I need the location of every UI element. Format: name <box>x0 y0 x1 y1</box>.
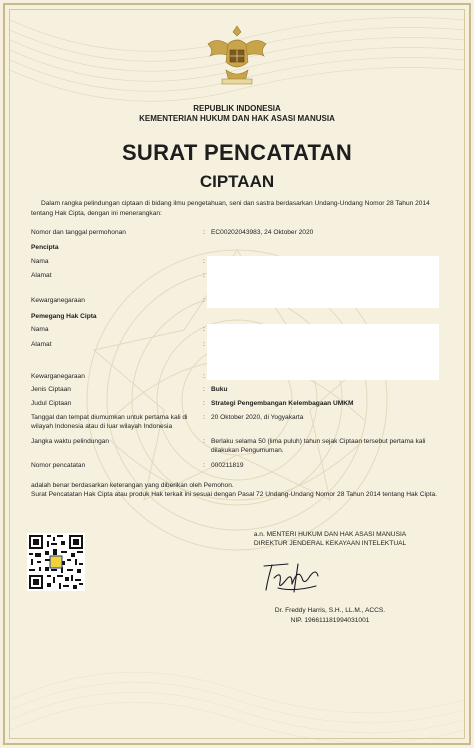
term-value-1: Berlaku selama 50 (lima puluh) tahun sejak Ciptaan tersebut pertama kali <box>211 438 426 445</box>
holder-nationality-label: Kewarganegaraan <box>31 373 85 380</box>
colon: : <box>203 438 205 445</box>
colon: : <box>203 414 205 421</box>
record-value: 000211819 <box>211 462 244 469</box>
header-ministry: KEMENTERIAN HUKUM DAN HAK ASASI MANUSIA <box>139 114 335 123</box>
colon: : <box>203 373 205 380</box>
redacted-block <box>207 324 439 380</box>
colon: : <box>203 326 205 333</box>
title-line-2: CIPTAAN <box>199 172 275 191</box>
header-country: REPUBLIK INDONESIA <box>193 104 281 113</box>
signature-line-1: a.n. MENTERI HUKUM DAN HAK ASASI MANUSIA <box>253 531 407 538</box>
title-line-1: SURAT PENCATATAN <box>121 140 353 165</box>
work-title-value: Strategi Pengembangan Kelembagaan UMKM <box>211 400 354 407</box>
application-label: Nomor dan tanggal permohonan <box>31 229 126 236</box>
announce-label-1: Tanggal dan tempat diumumkan untuk pertama kali di <box>31 414 188 421</box>
footer-line-1: adalah benar berdasarkan keterangan yang diberikan oleh Pemohon. <box>31 482 234 489</box>
application-value: EC00202043983, 24 Oktober 2020 <box>211 229 314 236</box>
holder-heading: Pemegang Hak Cipta <box>31 313 97 320</box>
announce-value: 20 Oktober 2020, di Yogyakarta <box>211 414 304 421</box>
signatory-nip: NIP. 196611181994031001 <box>290 617 370 624</box>
colon: : <box>203 258 205 265</box>
term-label: Jangka waktu pelindungan <box>31 438 110 445</box>
colon: : <box>203 462 205 469</box>
colon: : <box>203 341 205 348</box>
qr-code-icon <box>27 533 85 591</box>
intro-paragraph: Dalam rangka pelindungan ciptaan di bidang ilmu pengetahuan, seni dan sastra berdasarkan Undang-Undang Nomor 28 Tahun 2014 tentang Hak Cipta, dengan ini menerangkan: <box>31 200 430 217</box>
colon: : <box>203 272 205 279</box>
announce-label-2: wilayah Indonesia atau di luar wilayah Indonesia <box>31 423 173 430</box>
creator-address-label: Alamat <box>31 272 52 279</box>
signature-line-2: DIREKTUR JENDERAL KEKAYAAN INTELEKTUAL <box>253 540 407 547</box>
record-label: Nomor pencatatan <box>31 462 86 469</box>
work-title-label: Judul Ciptaan <box>31 400 72 407</box>
creator-nationality-label: Kewarganegaraan <box>31 297 85 304</box>
type-label: Jenis Ciptaan <box>31 386 71 393</box>
colon: : <box>203 400 205 407</box>
redacted-block <box>207 256 439 308</box>
term-value-2: dilakukan Pengumuman. <box>211 447 284 454</box>
signatory-name: Dr. Freddy Harris, S.H., LL.M., ACCS. <box>274 607 386 614</box>
holder-name-label: Nama <box>31 326 49 333</box>
footer-line-2: Surat Pencatatan Hak Cipta atau produk Hak terkait ini sesuai dengan Pasal 72 Undang-Undang Nomor 28 Tahun 2014 tentang Hak Cipta. <box>31 491 438 498</box>
garuda-emblem-icon <box>204 22 270 88</box>
colon: : <box>203 229 205 236</box>
colon: : <box>203 386 205 393</box>
holder-address-label: Alamat <box>31 341 52 348</box>
type-value: Buku <box>211 386 228 393</box>
handwritten-signature <box>258 558 324 596</box>
colon: : <box>203 297 205 304</box>
creator-heading: Pencipta <box>31 244 59 251</box>
creator-name-label: Nama <box>31 258 49 265</box>
